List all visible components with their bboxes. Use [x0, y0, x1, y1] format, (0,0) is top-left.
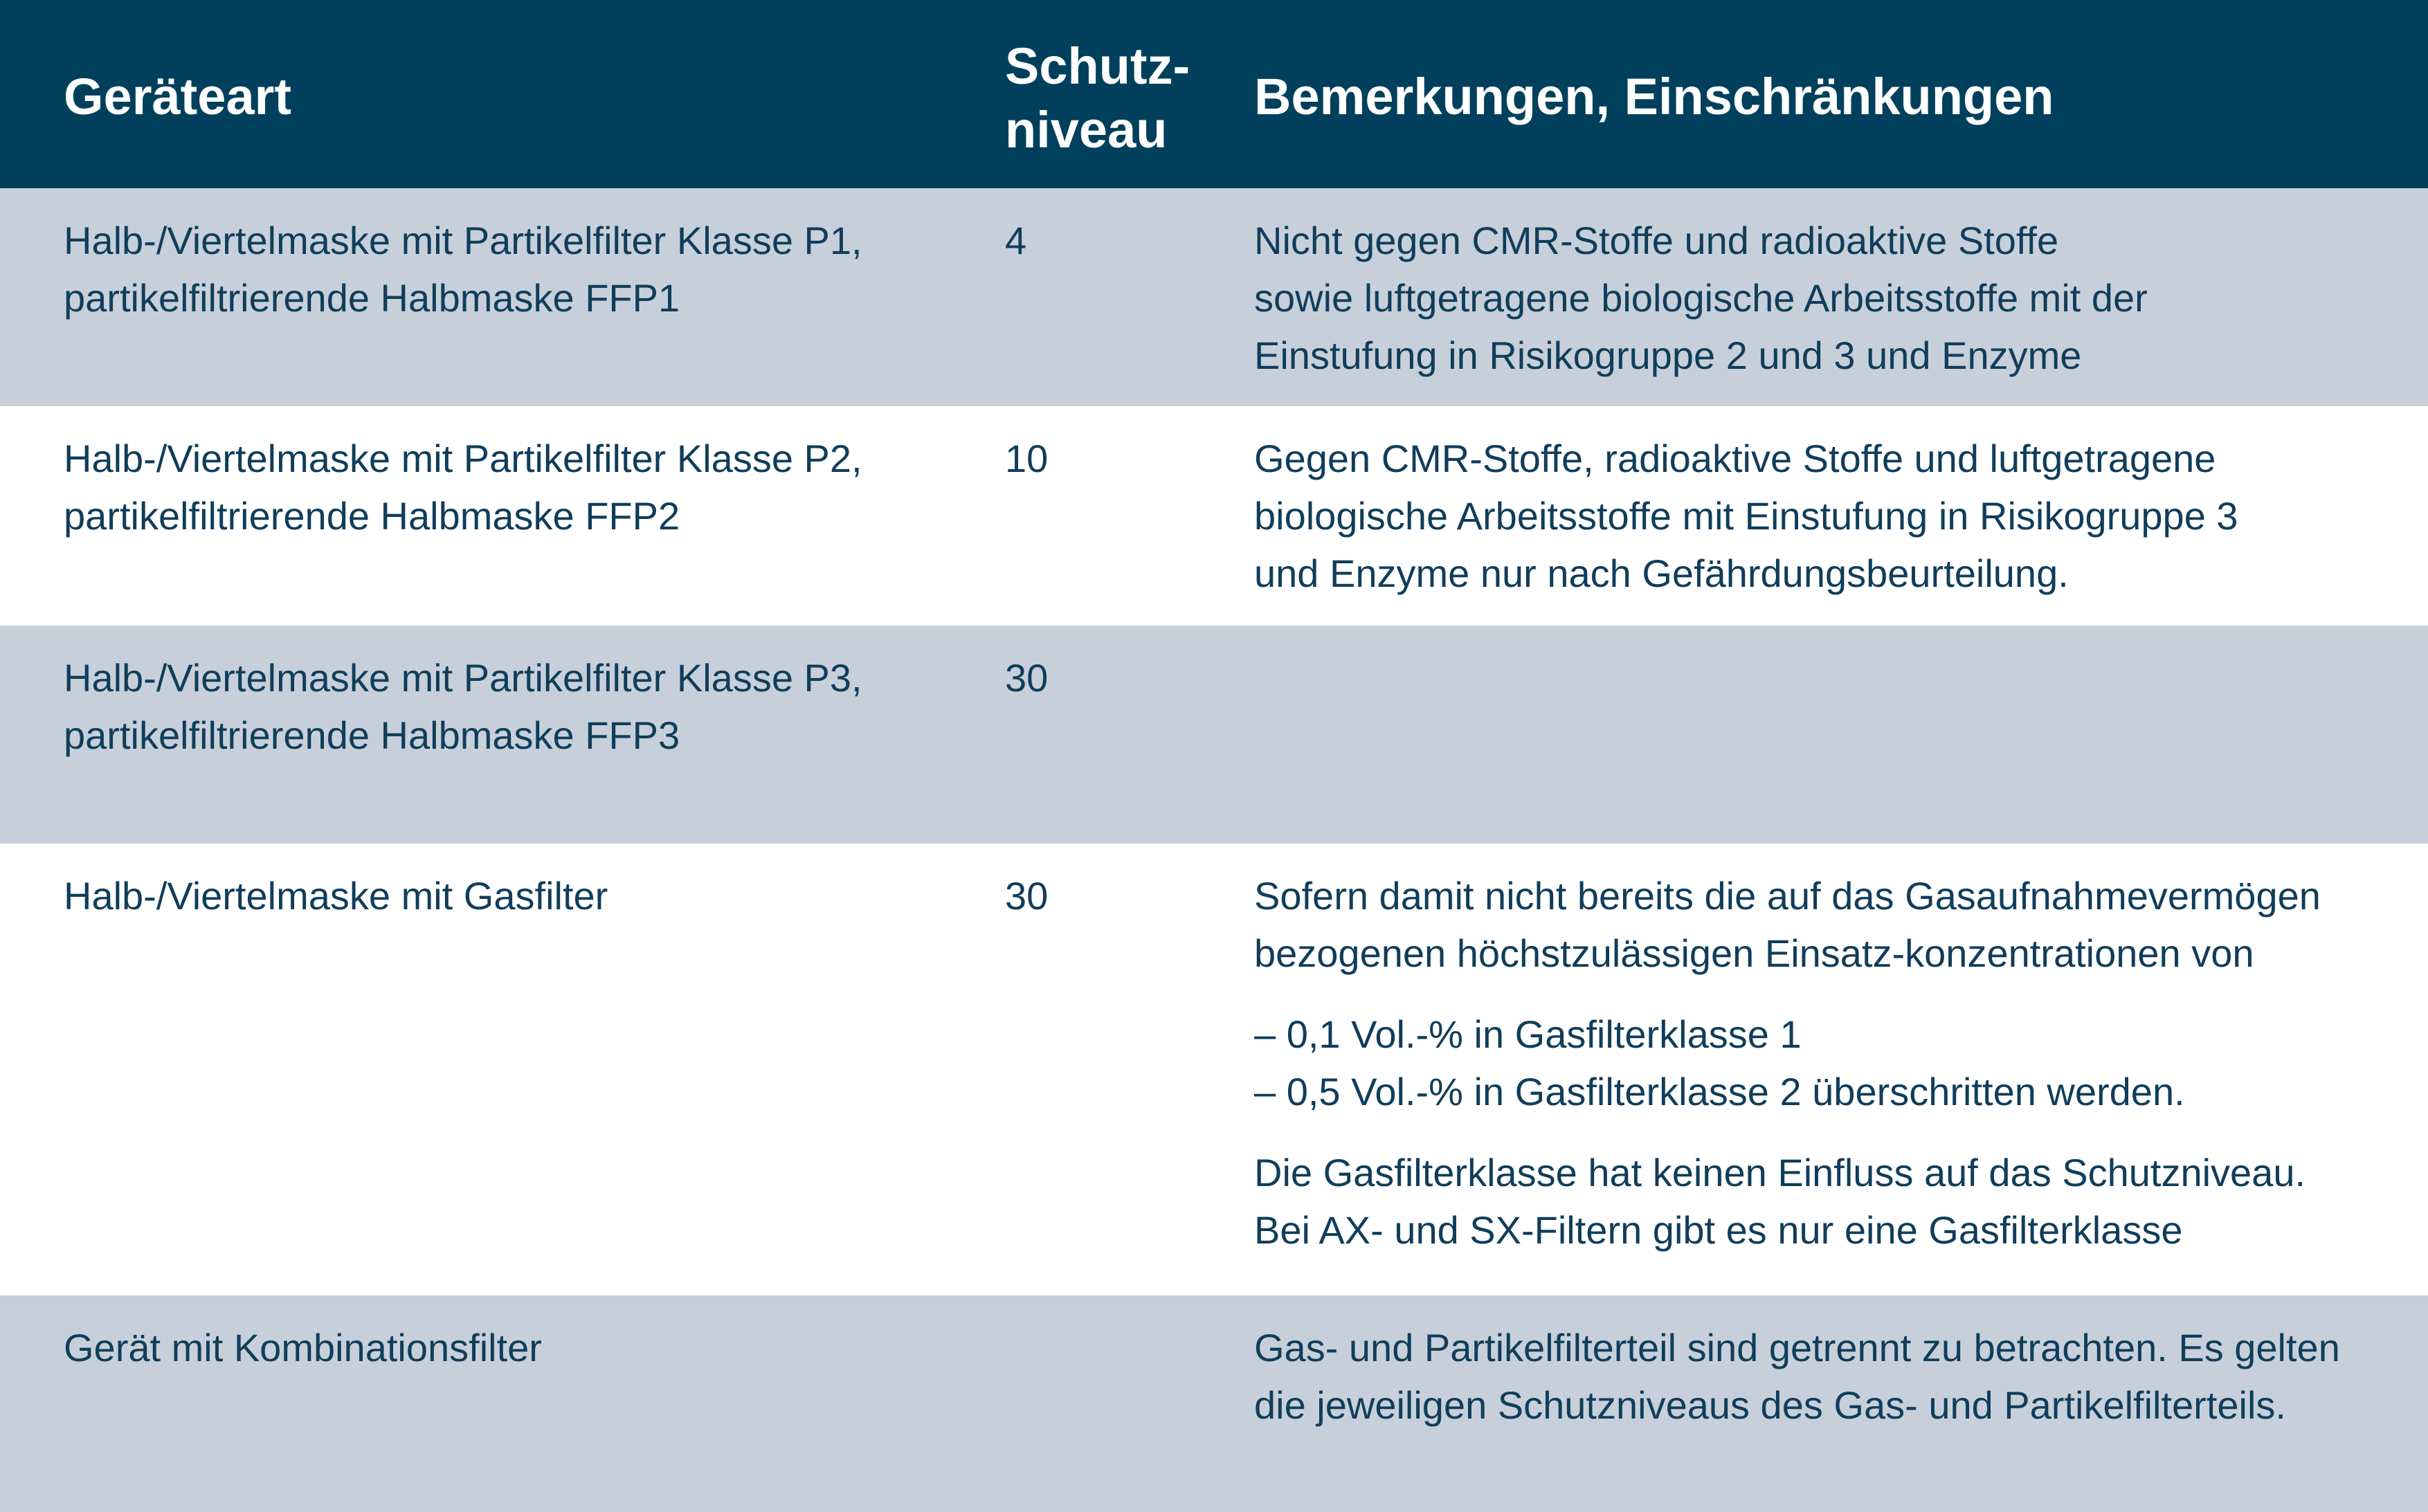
device-type-cell	[64, 430, 963, 545]
remarks-paragraph	[1254, 430, 2403, 602]
remarks-paragraph	[1254, 867, 2403, 982]
table-header	[0, 0, 2428, 188]
remarks-cell	[1254, 1319, 2403, 1434]
remarks-cell	[1254, 212, 2403, 384]
header-device-type: Geräteart	[64, 68, 292, 125]
device-type-line: partikelfiltrierende Halbmaske FFP2	[64, 494, 680, 538]
remarks-line: und Enzyme nur nach Gefährdungsbeurteilung.	[1254, 552, 2069, 595]
remarks-paragraph	[1254, 1319, 2403, 1434]
table-row	[0, 626, 2428, 844]
table-row	[0, 1295, 2428, 1512]
device-type-line: Gerät mit Kombinationsfilter	[64, 1326, 542, 1369]
table-row	[0, 188, 2428, 406]
remarks-cell	[1254, 867, 2403, 1259]
device-type-line: Halb-/Viertelmaske mit Partikelfilter Klasse P3,	[64, 656, 862, 700]
remarks-paragraph	[1254, 212, 2403, 384]
device-type-line: partikelfiltrierende Halbmaske FFP1	[64, 276, 680, 320]
device-type-line: Halb-/Viertelmaske mit Partikelfilter Klasse P1,	[64, 219, 862, 262]
table-row	[0, 844, 2428, 1295]
remarks-line: – 0,5 Vol.-% in Gasfilterklasse 2 überschritten werden.	[1254, 1070, 2185, 1113]
device-type-cell	[64, 1319, 963, 1376]
remarks-line: Gas- und Partikelfilterteil sind getrennt zu betrachten. Es gelten	[1254, 1326, 2340, 1369]
table-row	[0, 406, 2428, 626]
header-protection-level	[1005, 35, 1213, 162]
device-type-cell	[64, 867, 963, 924]
remarks-line: Die Gasfilterklasse hat keinen Einfluss auf das Schutzniveau.	[1254, 1151, 2306, 1194]
remarks-paragraph	[1254, 1005, 2403, 1120]
device-type-line: Halb-/Viertelmaske mit Partikelfilter Klasse P2,	[64, 437, 862, 480]
remarks-line: – 0,1 Vol.-% in Gasfilterklasse 1	[1254, 1012, 1802, 1056]
remarks-paragraph	[1254, 1144, 2403, 1259]
remarks-line: bezogenen höchstzulässigen Einsatz-konzentrationen von	[1254, 931, 2254, 975]
header-protection-level-line2: niveau	[1005, 101, 1168, 158]
device-type-cell	[64, 212, 963, 327]
protection-level-cell: 30	[1005, 656, 1049, 700]
remarks-line: biologische Arbeitsstoffe mit Einstufung in Risikogruppe 3	[1254, 494, 2238, 538]
remarks-cell	[1254, 430, 2403, 602]
protection-level-cell: 10	[1005, 437, 1049, 480]
protection-level-cell: 30	[1005, 874, 1049, 918]
header-protection-level-line1: Schutz-	[1005, 37, 1190, 95]
device-type-cell	[64, 649, 963, 764]
remarks-line: Bei AX- und SX-Filtern gibt es nur eine Gasfilterklasse	[1254, 1208, 2183, 1252]
remarks-line: sowie luftgetragene biologische Arbeitsstoffe mit der	[1254, 276, 2148, 320]
remarks-line: Sofern damit nicht bereits die auf das Gasaufnahmevermögen	[1254, 874, 2321, 918]
remarks-line: Nicht gegen CMR-Stoffe und radioaktive Stoffe	[1254, 219, 2059, 262]
remarks-line: die jeweiligen Schutzniveaus des Gas- und Partikelfilterteils.	[1254, 1383, 2286, 1427]
header-remarks: Bemerkungen, Einschränkungen	[1254, 68, 2054, 125]
remarks-line: Einstufung in Risikogruppe 2 und 3 und Enzyme	[1254, 334, 2082, 377]
protection-level-cell: 4	[1005, 219, 1027, 262]
device-type-line: partikelfiltrierende Halbmaske FFP3	[64, 713, 680, 757]
device-type-line: Halb-/Viertelmaske mit Gasfilter	[64, 874, 608, 918]
remarks-line: Gegen CMR-Stoffe, radioaktive Stoffe und luftgetragene	[1254, 437, 2216, 480]
